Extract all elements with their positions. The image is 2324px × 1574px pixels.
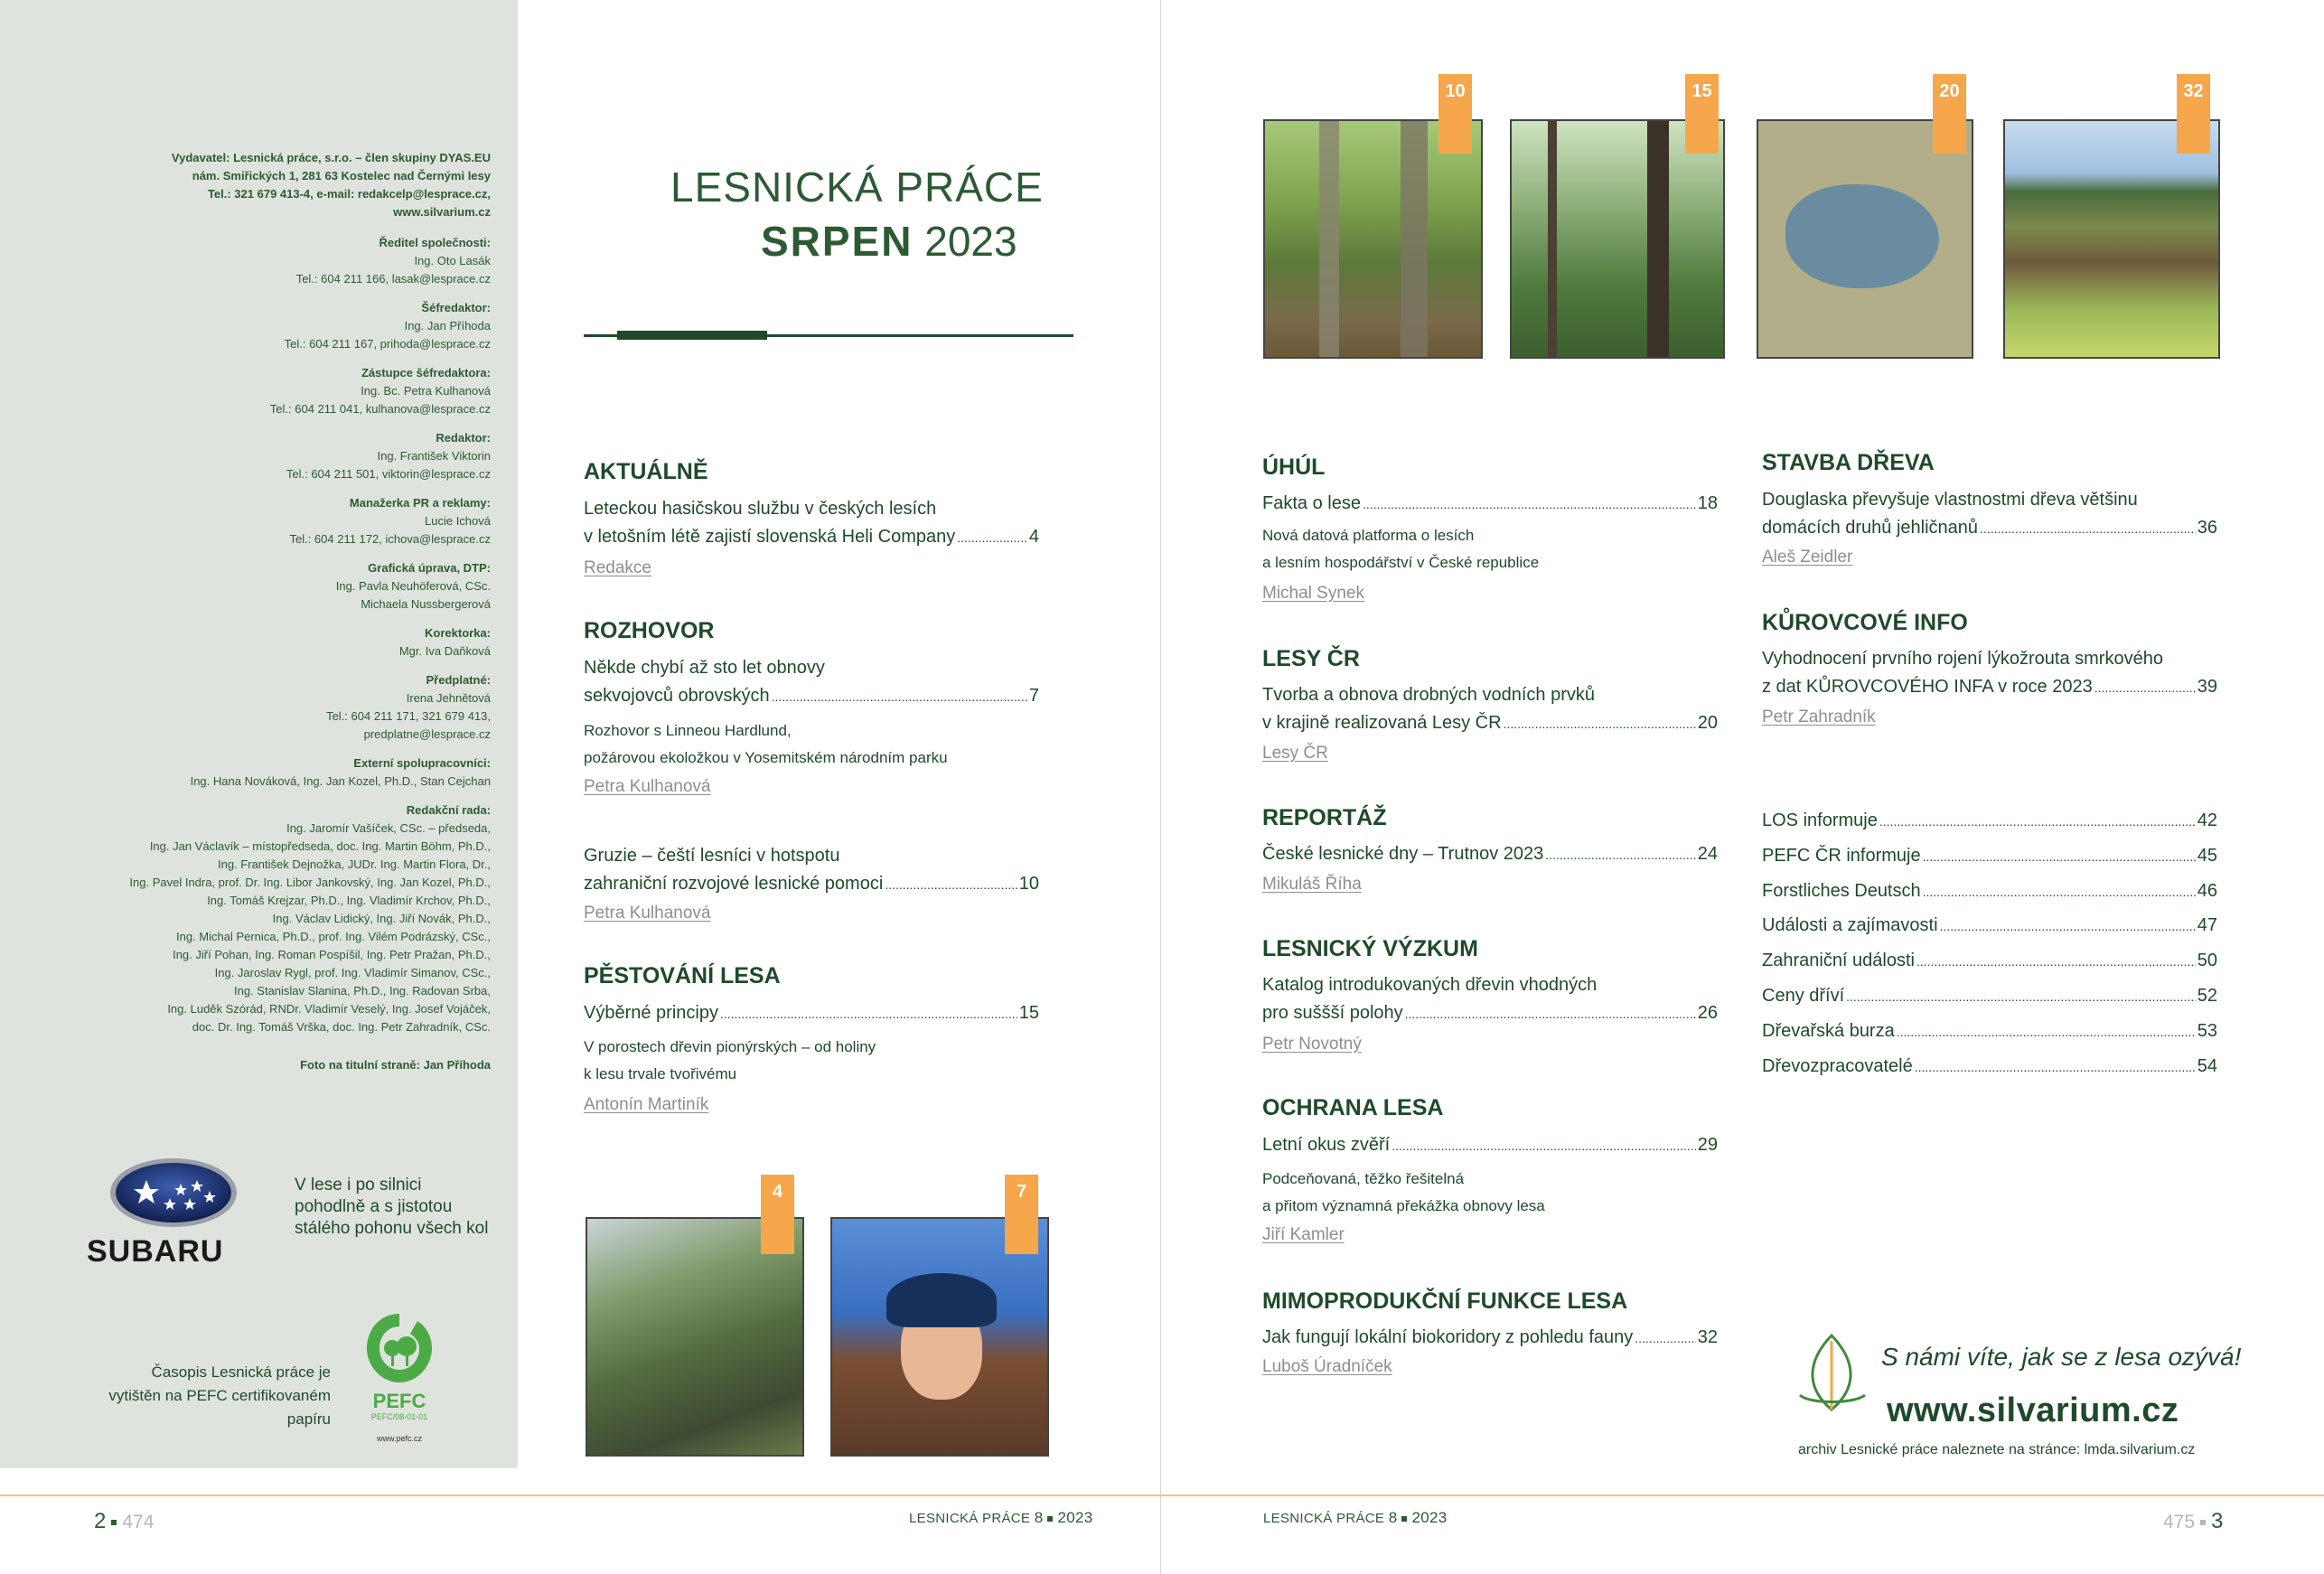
toc-entry-title: České lesnické dny – Trutnov 2023: [1262, 844, 1544, 864]
imprint-role: Zástupce šéfredaktora:: [361, 366, 491, 379]
pond: [1785, 184, 1939, 288]
imprint-role: Grafická úprava, DTP:: [368, 561, 491, 575]
subaru-slogan-line: V lese i po silnici: [295, 1176, 422, 1195]
toc-leader-dots: [772, 683, 1027, 711]
toc-leader-dots: [885, 871, 1017, 899]
toc-leader-dots: [1879, 808, 2196, 836]
folio-square: [1047, 1516, 1053, 1522]
page-badge[interactable]: 7: [1005, 1175, 1038, 1254]
toc-entry-line: [1262, 681, 1718, 709]
photo-forest-undergrowth: [1510, 119, 1725, 359]
toc-entry-line: [1262, 709, 1718, 738]
imprint-line: Ing. Stanislav Slanina, Ph.D., Ing. Radovan Srba,: [233, 984, 491, 998]
rubric-title: Dřevařská burza: [1762, 1020, 1895, 1041]
toc-page-number: 36: [2197, 518, 2217, 538]
toc-entry[interactable]: [1762, 645, 2217, 702]
photo-forest-beech: [1263, 119, 1483, 359]
toc-page-number: 18: [1697, 493, 1718, 513]
toc-entry-line: [1262, 1131, 1718, 1160]
toc-section-heading: ÚHÚL: [1262, 454, 1326, 480]
running-head-year: 2023: [1057, 1509, 1093, 1526]
toc-entry-line: [584, 999, 1039, 1028]
toc-entry-title: v krajině realizovaná Lesy ČR: [1262, 713, 1502, 733]
helmet: [886, 1273, 997, 1327]
page-gutter: [1160, 0, 1161, 1574]
imprint-spacer: [0, 548, 491, 559]
running-head-issue: 8: [1388, 1509, 1398, 1526]
toc-page-number: 7: [1028, 686, 1039, 706]
toc-section-heading: OCHRANA LESA: [1262, 1095, 1444, 1120]
page-badge[interactable]: 20: [1933, 74, 1966, 154]
folio-square: [111, 1520, 117, 1525]
toc-entry-author[interactable]: Lesy ČR: [1262, 744, 1328, 763]
toc-entry-title: Gruzie – čeští lesníci v hotspotu: [584, 846, 840, 866]
rubric-page-number: 50: [2197, 951, 2217, 971]
toc-page-number: 26: [1697, 1003, 1718, 1023]
toc-entry-subtitle: a lesním hospodářství v České republice: [1262, 554, 1540, 571]
subaru-slogan-line: pohodlně a s jistotou: [295, 1197, 453, 1216]
imprint-role: Manažerka PR a reklamy:: [349, 496, 491, 510]
toc-entry-subtitle: k lesu trvale tvořivému: [584, 1065, 737, 1082]
pefc-note: [54, 1361, 331, 1431]
subaru-slogan-line: stálého pohonu všech kol: [295, 1219, 489, 1238]
rubric-entry[interactable]: [1762, 842, 2217, 871]
imprint: [0, 149, 491, 1074]
toc-entry-line: [584, 495, 1039, 523]
silvarium-archive-note: archiv Lesnické práce naleznete na stránce: lmda.silvarium.cz: [1798, 1442, 2196, 1457]
toc-section-heading: ROZHOVOR: [584, 618, 715, 643]
imprint-line: Ing. Jaroslav Rygl, prof. Ing. Vladimír Simanov, CSc.,: [214, 966, 491, 979]
toc-entry-line: [584, 682, 1039, 711]
imprint-spacer: [0, 744, 491, 754]
toc-leader-dots: [1980, 515, 2196, 543]
toc-leader-dots: [1392, 1132, 1696, 1160]
toc-entry[interactable]: [1762, 486, 2217, 543]
rubric-title: Ceny dříví: [1762, 986, 1845, 1006]
toc-entry-line: [1262, 1324, 1718, 1353]
imprint-role: Předplatné:: [426, 673, 491, 687]
silvarium-url[interactable]: www.silvarium.cz: [1887, 1391, 2179, 1429]
rubric-page-number: 47: [2197, 915, 2217, 936]
toc-entry[interactable]: [1262, 1324, 1718, 1353]
toc-entry-subtitle: Podceňovaná, těžko řešitelná: [1262, 1170, 1465, 1187]
imprint-spacer: [0, 221, 491, 234]
rubric-entry[interactable]: [1762, 982, 2217, 1011]
imprint-role: Redakční rada:: [406, 803, 491, 817]
imprint-line: Ing. Jaromír Vašíček, CSc. – předseda,: [286, 821, 491, 835]
imprint-line: Ing. Jan Příhoda: [404, 319, 491, 333]
imprint-spacer: [0, 1036, 491, 1047]
imprint-spacer: [0, 791, 491, 801]
toc-leader-dots: [1846, 983, 2196, 1011]
toc-leader-dots: [1923, 878, 2196, 906]
imprint-sidebar: [0, 0, 518, 1468]
toc-entry-author[interactable]: Mikuláš Říha: [1262, 875, 1362, 894]
toc-entry-subtitle: Rozhovor s Linneou Hardlund,: [584, 722, 792, 739]
imprint-line: Ing. Bc. Petra Kulhanová: [361, 384, 491, 398]
toc-page-number: 20: [1697, 713, 1718, 733]
toc-entry-title: Katalog introdukovaných dřevin vhodných: [1262, 975, 1598, 995]
issue-year: 2023: [924, 218, 1017, 265]
rubric-page-number: 52: [2197, 986, 2217, 1006]
toc-entry[interactable]: [1262, 490, 1718, 519]
page-number-left-alt: 474: [122, 1512, 155, 1532]
toc-section-heading: MIMOPRODUKČNÍ FUNKCE LESA: [1262, 1288, 1628, 1314]
rubric-title: Události a zajímavosti: [1762, 915, 1938, 936]
rubric-title: Dřevozpracovatelé: [1762, 1055, 1913, 1076]
imprint-spacer: [0, 418, 491, 429]
toc-page-number: 32: [1697, 1327, 1718, 1347]
imprint-line: Irena Jehnětová: [406, 691, 491, 705]
folio-right: [2163, 1509, 2223, 1534]
toc-entry-subtitle: požárovou ekoložkou v Yosemitském národním parku: [584, 749, 948, 766]
rubric-title: Forstliches Deutsch: [1762, 880, 1921, 901]
toc-leader-dots: [1923, 843, 2196, 871]
page-number-left: 2: [94, 1509, 107, 1533]
footer-rule: [0, 1494, 2324, 1496]
imprint-role: Korektorka:: [425, 626, 491, 640]
toc-entry-author[interactable]: Jiří Kamler: [1262, 1225, 1345, 1244]
imprint-line: Ing. Michal Pernica, Ph.D., prof. Ing. Vilém Podrázský, CSc.,: [175, 930, 491, 943]
toc-entry-author[interactable]: Luboš Úradníček: [1262, 1357, 1392, 1376]
pefc-logo: [361, 1310, 437, 1446]
imprint-line: Tel.: 604 211 166, lasak@lesprace.cz: [295, 272, 491, 286]
toc-entry-title: Někde chybí až sto let obnovy: [584, 658, 825, 678]
photo-fields-aerial: [2003, 119, 2220, 359]
toc-entry[interactable]: [1262, 971, 1718, 1028]
toc-section-heading: AKTUÁLNĚ: [584, 459, 708, 484]
rubric-page-number: 46: [2197, 880, 2217, 901]
toc-entry-title: z dat KŮROVCOVÉHO INFA v roce 2023: [1762, 677, 2093, 697]
toc-entry-author[interactable]: Aleš Zeidler: [1762, 548, 1853, 567]
toc-page-number: 10: [1018, 874, 1039, 894]
toc-page-number: 24: [1697, 844, 1718, 864]
silvarium-leaf-logo: [1791, 1332, 1872, 1413]
rubric-entry[interactable]: [1762, 1053, 2217, 1082]
imprint-spacer: [0, 353, 491, 364]
running-head-right: [1263, 1509, 1448, 1527]
imprint-line: Ing. Oto Lasák: [414, 254, 491, 267]
toc-entry-title: Letní okus zvěří: [1262, 1135, 1391, 1155]
tree-trunk: [1548, 121, 1557, 359]
toc-entry-line: [584, 870, 1039, 899]
imprint-line: Tel.: 604 211 501, viktorin@lesprace.cz: [286, 467, 491, 481]
page-number-right-alt: 475: [2163, 1512, 2196, 1532]
publisher-line: www.silvarium.cz: [393, 205, 491, 219]
toc-entry[interactable]: [584, 495, 1039, 552]
imprint-spacer: [0, 1047, 491, 1056]
toc-entry-author[interactable]: Petra Kulhanová: [584, 904, 711, 923]
tree-trunk: [1319, 121, 1339, 359]
running-head-left: [909, 1509, 1093, 1527]
toc-leader-dots: [2094, 674, 2196, 702]
publisher-line: Vydavatel: Lesnická práce, s.r.o. – člen skupiny DYAS.EU: [171, 151, 491, 164]
toc-entry[interactable]: [1262, 840, 1718, 869]
toc-entry-line: [1762, 645, 2217, 673]
toc-leader-dots: [1504, 710, 1696, 738]
folio-square: [1401, 1516, 1407, 1522]
rubric-page-number: 53: [2197, 1020, 2217, 1041]
imprint-line: Ing. Jan Václavík – místopředseda, doc. Ing. Martin Böhm, Ph.D.,: [149, 839, 491, 853]
page-badge[interactable]: 10: [1438, 74, 1472, 154]
toc-entry-title: Tvorba a obnova drobných vodních prvků: [1262, 685, 1595, 705]
pefc-note-line: Časopis Lesnická práce je: [151, 1363, 331, 1381]
imprint-line: Ing. Václav Lidický, Ing. Jiří Novák, Ph.D.,: [272, 912, 491, 925]
toc-entry-subtitle: V porostech dřevin pionýrských – od holiny: [584, 1038, 876, 1055]
rubric-entry[interactable]: [1762, 1017, 2217, 1046]
toc-section-heading: KŮROVCOVÉ INFO: [1762, 610, 1968, 635]
toc-leader-dots: [957, 524, 1027, 552]
imprint-spacer: [0, 661, 491, 671]
toc-entry-author[interactable]: Petra Kulhanová: [584, 777, 711, 796]
imprint-line: Tel.: 604 211 167, prihoda@lesprace.cz: [284, 337, 491, 351]
imprint-line: Tel.: 604 211 041, kulhanova@lesprace.cz: [269, 402, 491, 416]
publisher-line: Tel.: 321 679 413-4, e-mail: redakcelp@lesprace.cz,: [207, 187, 491, 201]
rubric-entry[interactable]: [1762, 947, 2217, 976]
toc-entry[interactable]: [1262, 1131, 1718, 1160]
tree-trunk: [1401, 121, 1428, 359]
page-badge[interactable]: 15: [1685, 74, 1719, 154]
rubric-title: PEFC ČR informuje: [1762, 845, 1921, 866]
imprint-line: Mgr. Iva Daňková: [398, 644, 491, 658]
pefc-note-line: vytištěn na PEFC certifikovaném: [108, 1387, 331, 1404]
subaru-logo: [83, 1153, 273, 1270]
toc-leader-dots: [1363, 491, 1696, 519]
rubric-page-number: 42: [2197, 810, 2217, 830]
toc-section-heading: PĚSTOVÁNÍ LESA: [584, 963, 781, 988]
title-rule-accent: [617, 331, 767, 340]
toc-section-heading: REPORTÁŽ: [1262, 805, 1387, 830]
rubric-page-number: 45: [2197, 845, 2217, 866]
toc-leader-dots: [1940, 913, 2196, 941]
imprint-line: Tel.: 604 211 171, 321 679 413,: [326, 709, 491, 723]
issue-title: [761, 217, 1017, 266]
rubric-entry[interactable]: [1762, 912, 2217, 941]
imprint-line: Ing. Pavla Neuhöferová, CSc.: [335, 579, 491, 593]
running-head-issue: 8: [1034, 1509, 1044, 1526]
toc-leader-dots: [1916, 948, 2196, 976]
rubric-page-number: 54: [2197, 1055, 2217, 1076]
pefc-leaf-icon: [361, 1310, 437, 1386]
imprint-line: Ing. Jiří Pohan, Ing. Roman Pospíšil, Ing. Petr Pražan, Ph.D.,: [173, 948, 491, 961]
toc-entry-title: domácích druhů jehličnanů: [1762, 518, 1979, 538]
toc-entry-line: [584, 654, 1039, 682]
toc-entry-title: Jak fungují lokální biokoridory z pohledu fauny: [1262, 1327, 1634, 1347]
toc-entry-line: [584, 523, 1039, 552]
pefc-code: PEFC/08-01-01: [370, 1412, 428, 1421]
toc-entry-line: [1262, 971, 1718, 999]
imprint-role: Šéfredaktor:: [421, 301, 491, 314]
imprint-line: Ing. Tomáš Krejzar, Ph.D., Ing. Vladimír Krchov, Ph.D.,: [207, 894, 491, 907]
running-head-year: 2023: [1411, 1509, 1448, 1526]
running-head-title: LESNICKÁ PRÁCE: [1263, 1511, 1385, 1526]
page-number-right: 3: [2211, 1509, 2224, 1533]
toc-entry-author[interactable]: Redakce: [584, 558, 651, 577]
toc-leader-dots: [1545, 841, 1695, 869]
toc-entry-author[interactable]: Petr Novotný: [1262, 1035, 1362, 1054]
page-badge[interactable]: 32: [2177, 74, 2210, 154]
imprint-line: doc. Dr. Ing. Tomáš Vrška, doc. Ing. Petr Zahradník, CSc.: [192, 1020, 491, 1034]
toc-entry-line: [1262, 840, 1718, 869]
running-head-title: LESNICKÁ PRÁCE: [909, 1511, 1031, 1526]
toc-entry-author[interactable]: Michal Synek: [1262, 584, 1364, 603]
toc-entry-title: sekvojovců obrovských: [584, 686, 770, 706]
imprint-line: Ing. František Dejnožka, JUDr. Ing. Martin Flora, Dr.,: [218, 857, 491, 871]
page-badge[interactable]: 4: [761, 1175, 794, 1254]
toc-page-number: 29: [1697, 1135, 1718, 1155]
toc-entry-title: Vyhodnocení prvního rojení lýkožrouta smrkového: [1762, 649, 2163, 669]
toc-page-number: 39: [2197, 677, 2217, 697]
imprint-line: Ing. Hana Nováková, Ing. Jan Kozel, Ph.D., Stan Cejchan: [190, 774, 491, 788]
rubric-entry[interactable]: [1762, 877, 2217, 906]
issue-month: SRPEN: [761, 218, 914, 265]
toc-entry-title: v letošním létě zajistí slovenská Heli Company: [584, 527, 956, 547]
imprint-role: Ředitel společnosti:: [379, 236, 491, 249]
toc-entry-author[interactable]: Petr Zahradník: [1762, 707, 1876, 726]
photo-credit: Foto na titulní straně: Jan Příhoda: [300, 1058, 491, 1072]
toc-entry-line: [1762, 514, 2217, 543]
toc-section-heading: LESY ČR: [1262, 646, 1360, 671]
imprint-line: Ing. Pavel Indra, prof. Dr. Ing. Libor Jankovský, Ing. Jan Kozel, Ph.D.,: [129, 876, 491, 889]
pefc-note-line: papíru: [286, 1410, 331, 1428]
toc-entry[interactable]: [584, 999, 1039, 1028]
toc-entry-line: [1262, 490, 1718, 519]
imprint-line: Lucie Ichová: [425, 514, 491, 528]
rubric-title: Zahraniční události: [1762, 951, 1915, 971]
silvarium-slogan: S námi víte, jak se z lesa ozývá!: [1881, 1343, 2242, 1371]
imprint-line: Ing. František Viktorin: [377, 449, 491, 463]
toc-entry-title: Výběrné principy: [584, 1003, 718, 1023]
toc-section-heading: STAVBA DŘEVA: [1762, 450, 1935, 475]
imprint-line: Michaela Nussbergerová: [361, 597, 491, 611]
rubric-entry[interactable]: [1762, 807, 2217, 836]
toc-entry-line: [1762, 486, 2217, 514]
folio-square: [2200, 1520, 2206, 1525]
publisher-line: nám. Smiřických 1, 281 63 Kostelec nad Černými lesy: [192, 169, 491, 183]
toc-entry[interactable]: [584, 842, 1039, 899]
toc-entry-title: pro suššší polohy: [1262, 1003, 1403, 1023]
toc-page-number: 4: [1028, 527, 1039, 547]
toc-page-number: 15: [1018, 1003, 1039, 1023]
subaru-wordmark: SUBARU: [87, 1234, 224, 1269]
imprint-spacer: [0, 288, 491, 299]
toc-entry-title: Douglaska převyšuje vlastnostmi dřeva většinu: [1762, 490, 2138, 510]
toc-leader-dots: [1897, 1018, 2196, 1046]
imprint-role: Externí spolupracovníci:: [353, 756, 491, 770]
toc-entry[interactable]: [584, 654, 1039, 711]
toc-entry-title: Leteckou hasičskou službu v českých lesích: [584, 499, 937, 519]
subaru-slogan: [295, 1175, 488, 1240]
toc-entry[interactable]: [1262, 681, 1718, 738]
imprint-role: Redaktor:: [436, 431, 491, 445]
imprint-line: Tel.: 604 211 172, ichova@lesprace.cz: [289, 532, 491, 546]
toc-leader-dots: [720, 1000, 1017, 1028]
imprint-spacer: [0, 614, 491, 624]
toc-leader-dots: [1405, 1000, 1696, 1028]
folio-left: [94, 1509, 154, 1534]
pefc-url: www.pefc.cz: [376, 1434, 422, 1443]
toc-leader-dots: [1915, 1054, 2196, 1082]
leaf-icon: [1791, 1332, 1872, 1413]
imprint-spacer: [0, 483, 491, 494]
toc-leader-dots: [1635, 1325, 1695, 1353]
toc-entry-line: [1762, 673, 2217, 702]
magazine-title: LESNICKÁ PRÁCE: [670, 164, 1044, 211]
photo-forest-pond: [1757, 119, 1973, 359]
toc-entry-line: [584, 842, 1039, 870]
toc-entry-line: [1262, 999, 1718, 1028]
toc-entry-title: Fakta o lese: [1262, 493, 1361, 513]
imprint-line: predplatne@lesprace.cz: [363, 727, 491, 741]
imprint-line: Ing. Luděk Szórád, RNDr. Vladimír Veselý, Ing. Josef Vojáček,: [167, 1002, 491, 1016]
toc-entry-subtitle: Nová datová platforma o lesích: [1262, 527, 1475, 544]
toc-entry-title: zahraniční rozvojové lesnické pomoci: [584, 874, 884, 894]
pefc-wordmark: PEFC: [372, 1390, 426, 1412]
toc-entry-author[interactable]: Antonín Martiník: [584, 1095, 709, 1114]
toc-section-heading: LESNICKÝ VÝZKUM: [1262, 936, 1478, 961]
tree-trunk: [1647, 121, 1669, 359]
rubric-title: LOS informuje: [1762, 810, 1878, 830]
toc-entry-subtitle: a přitom významná překážka obnovy lesa: [1262, 1197, 1545, 1214]
